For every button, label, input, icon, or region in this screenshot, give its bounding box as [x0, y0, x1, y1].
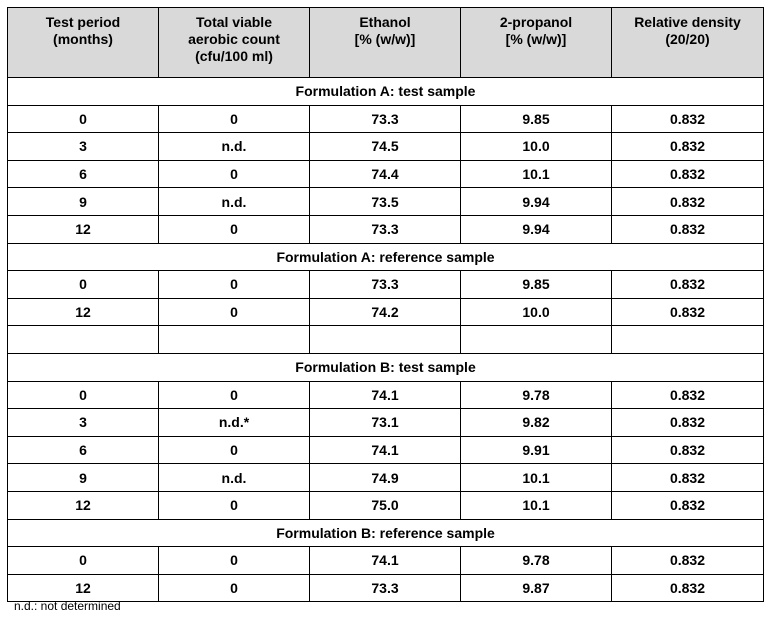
table-cell [310, 326, 461, 354]
table-cell: 0 [159, 574, 310, 602]
column-header [159, 8, 310, 78]
table-cell: 0 [159, 381, 310, 409]
table-cell: 10.0 [461, 133, 612, 161]
table-cell: 74.1 [310, 547, 461, 575]
section-row [8, 353, 764, 381]
section-row [8, 243, 764, 271]
column-header-line: Test period [45, 14, 121, 30]
column-header [8, 8, 159, 78]
table-cell: 0.832 [612, 464, 764, 492]
table-cell: 0 [159, 215, 310, 243]
table-cell: 9 [8, 464, 159, 492]
table-row [8, 547, 764, 575]
table-cell: 0 [8, 271, 159, 299]
table-cell: 73.1 [310, 409, 461, 437]
table-cell: 10.1 [461, 464, 612, 492]
table-cell: n.d. [159, 133, 310, 161]
table-cell: 0.832 [612, 574, 764, 602]
table-cell: 9.87 [461, 574, 612, 602]
table-cell: 73.3 [310, 271, 461, 299]
table-cell: 74.1 [310, 381, 461, 409]
table-cell: 9.85 [461, 271, 612, 299]
table-row [8, 271, 764, 299]
table-row [8, 409, 764, 437]
table-cell: 12 [8, 491, 159, 519]
table-row [8, 105, 764, 133]
table-cell: 0 [8, 105, 159, 133]
column-header [461, 8, 612, 78]
table-cell: 75.0 [310, 491, 461, 519]
table-cell: 0.832 [612, 271, 764, 299]
table-cell [8, 326, 159, 354]
table-row [8, 574, 764, 602]
table-cell: 9.91 [461, 436, 612, 464]
table-cell [612, 326, 764, 354]
table-cell: 0.832 [612, 491, 764, 519]
table-cell: 12 [8, 298, 159, 326]
table-cell: 74.5 [310, 133, 461, 161]
column-header-line: (20/20) [665, 31, 710, 47]
table-cell: 9 [8, 188, 159, 216]
table-cell: n.d. [159, 464, 310, 492]
table-row [8, 491, 764, 519]
section-title: Formulation B: test sample [8, 353, 764, 381]
table-row [8, 160, 764, 188]
column-header-line: Ethanol [359, 14, 411, 30]
table-cell: 0 [8, 381, 159, 409]
table-cell: 9.82 [461, 409, 612, 437]
table-cell: 6 [8, 436, 159, 464]
section-row [8, 78, 764, 106]
table-cell: 10.0 [461, 298, 612, 326]
table-cell: 0 [159, 436, 310, 464]
table-cell: 9.78 [461, 547, 612, 575]
table-cell: 74.9 [310, 464, 461, 492]
table-cell: 0.832 [612, 133, 764, 161]
table-cell: 0.832 [612, 215, 764, 243]
table-row [8, 464, 764, 492]
section-title: Formulation B: reference sample [8, 519, 764, 547]
table-cell [461, 326, 612, 354]
table-cell: n.d. [159, 188, 310, 216]
column-header [612, 8, 764, 78]
table-cell: 0 [159, 160, 310, 188]
table-cell: 0.832 [612, 160, 764, 188]
table-cell: 73.3 [310, 215, 461, 243]
table-row [8, 298, 764, 326]
column-header-line: aerobic count [188, 31, 280, 47]
table-cell: 74.4 [310, 160, 461, 188]
table-cell: 0.832 [612, 436, 764, 464]
table-row [8, 381, 764, 409]
table-cell: 3 [8, 409, 159, 437]
table-cell: 3 [8, 133, 159, 161]
table-cell: 6 [8, 160, 159, 188]
column-header-line: 2-propanol [499, 14, 573, 30]
table-cell: 9.94 [461, 215, 612, 243]
column-header-line: [% (w/w)] [505, 31, 567, 47]
table-cell: 9.78 [461, 381, 612, 409]
table-cell: 9.85 [461, 105, 612, 133]
table-cell: 74.2 [310, 298, 461, 326]
table-cell: 0 [8, 547, 159, 575]
footnote: n.d.: not determined [14, 599, 121, 613]
table-row [8, 436, 764, 464]
table-row [8, 188, 764, 216]
table-cell: 0 [159, 491, 310, 519]
column-header [310, 8, 461, 78]
column-header-line: Total viable [196, 14, 272, 30]
table-cell: 9.94 [461, 188, 612, 216]
table-cell: 0 [159, 271, 310, 299]
column-header-line: [% (w/w)] [354, 31, 416, 47]
table-cell: 0.832 [612, 298, 764, 326]
table-body [8, 78, 764, 602]
header-row [8, 8, 764, 78]
table-cell: 0.832 [612, 547, 764, 575]
table-cell: 0 [159, 105, 310, 133]
table-row [8, 215, 764, 243]
section-row [8, 519, 764, 547]
table-cell [159, 326, 310, 354]
table-cell: 73.3 [310, 105, 461, 133]
table-cell: 12 [8, 574, 159, 602]
section-title: Formulation A: test sample [8, 78, 764, 106]
table-cell: 74.1 [310, 436, 461, 464]
table-cell: 0.832 [612, 105, 764, 133]
stability-table [7, 7, 764, 602]
table-cell: 0 [159, 298, 310, 326]
column-header-line: Relative density [634, 14, 741, 30]
table-cell: n.d.* [159, 409, 310, 437]
column-header-line: (months) [53, 31, 113, 47]
table-cell: 0.832 [612, 188, 764, 216]
table-row [8, 133, 764, 161]
table-cell: 0 [159, 547, 310, 575]
table-cell: 0.832 [612, 381, 764, 409]
table-row [8, 326, 764, 354]
table-cell: 10.1 [461, 160, 612, 188]
column-header-line: (cfu/100 ml) [195, 48, 273, 64]
table-cell: 73.5 [310, 188, 461, 216]
table-cell: 12 [8, 215, 159, 243]
table-cell: 73.3 [310, 574, 461, 602]
table-header [8, 8, 764, 78]
table-cell: 0.832 [612, 409, 764, 437]
section-title: Formulation A: reference sample [8, 243, 764, 271]
table-cell: 10.1 [461, 491, 612, 519]
